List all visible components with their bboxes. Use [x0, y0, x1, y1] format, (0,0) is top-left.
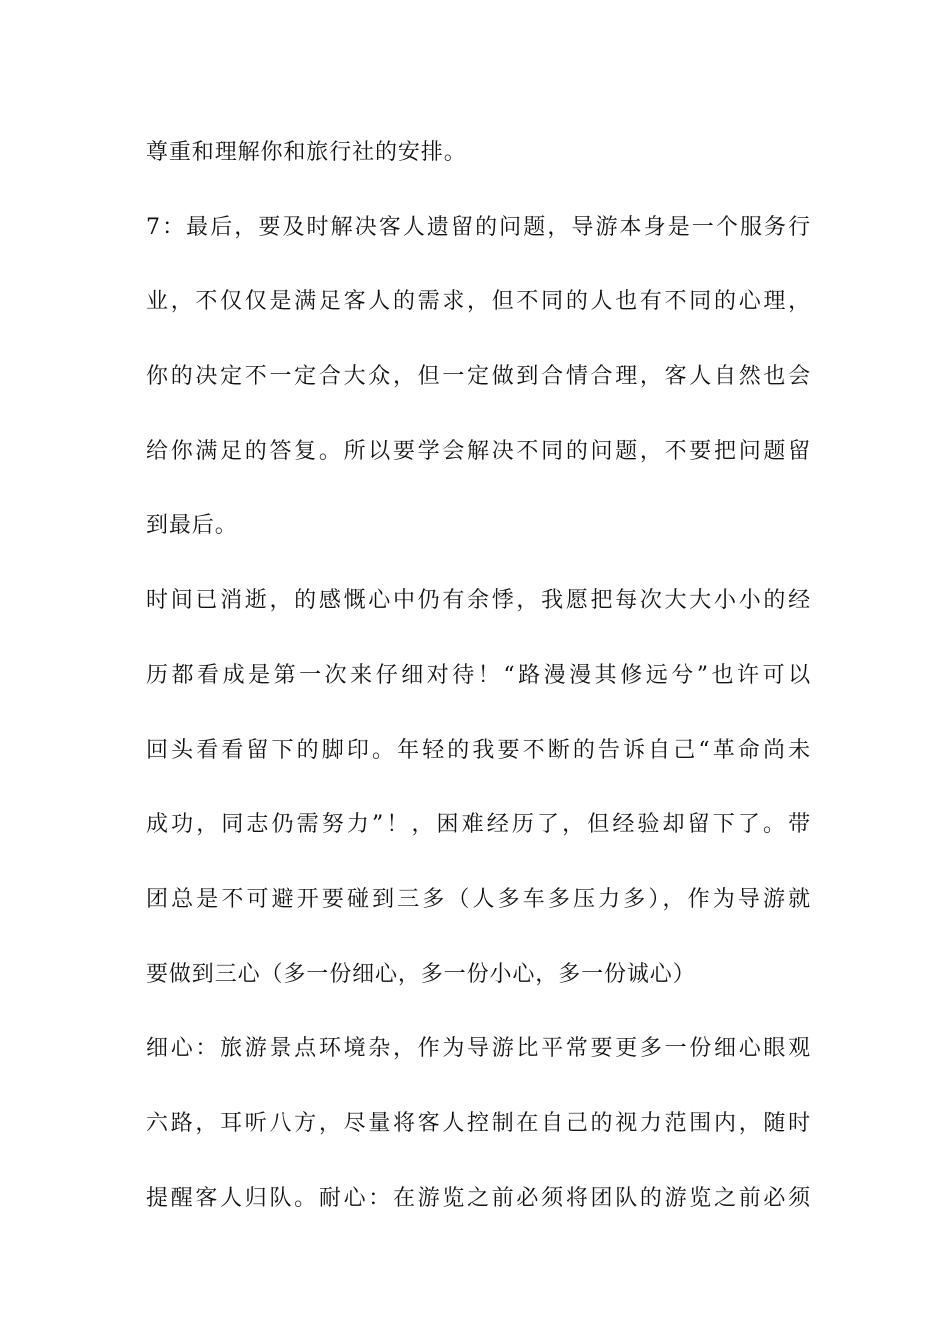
text-line: 时间已消逝，的感慨心中仍有余悸，我愿把每次大大小小的经 [146, 588, 811, 614]
text-line: 团总是不可避开要碰到三多（人多车多压力多），作为导游就 [146, 886, 811, 912]
text-line: 尊重和理解你和旅行社的安排。 [146, 140, 467, 165]
text-line: 要做到三心（多一份细心，多一份小心，多一份诚心） [146, 961, 696, 987]
text-line: 你的决定不一定合大众，但一定做到合情合理，客人自然也会 [146, 364, 811, 390]
text-line: 提醒客人归队。耐心：在游览之前必须将团队的游览之前必须 [146, 1185, 811, 1211]
text-line: 业，不仅仅是满足客人的需求，但不同的人也有不同的心理， [146, 289, 811, 315]
text-line: 六路，耳听八方，尽量将客人控制在自己的视力范围内，随时 [146, 1110, 811, 1136]
text-line: 回头看看留下的脚印。年轻的我要不断的告诉自己“革命尚未 [146, 737, 811, 763]
text-line: 7：最后，要及时解决客人遗留的问题，导游本身是一个服务行 [146, 214, 811, 240]
text-line: 细心：旅游景点环境杂，作为导游比平常要更多一份细心眼观 [146, 1036, 811, 1062]
text-line: 给你满足的答复。所以要学会解决不同的问题，不要把问题留 [146, 438, 811, 464]
text-line: 历都看成是第一次来仔细对待！“路漫漫其修远兮”也许可以 [146, 662, 811, 688]
text-line: 到最后。 [146, 513, 238, 539]
document-body [146, 131, 811, 1251]
text-line: 成功，同志仍需努力”！，困难经历了，但经验却留下了。带 [146, 812, 811, 838]
